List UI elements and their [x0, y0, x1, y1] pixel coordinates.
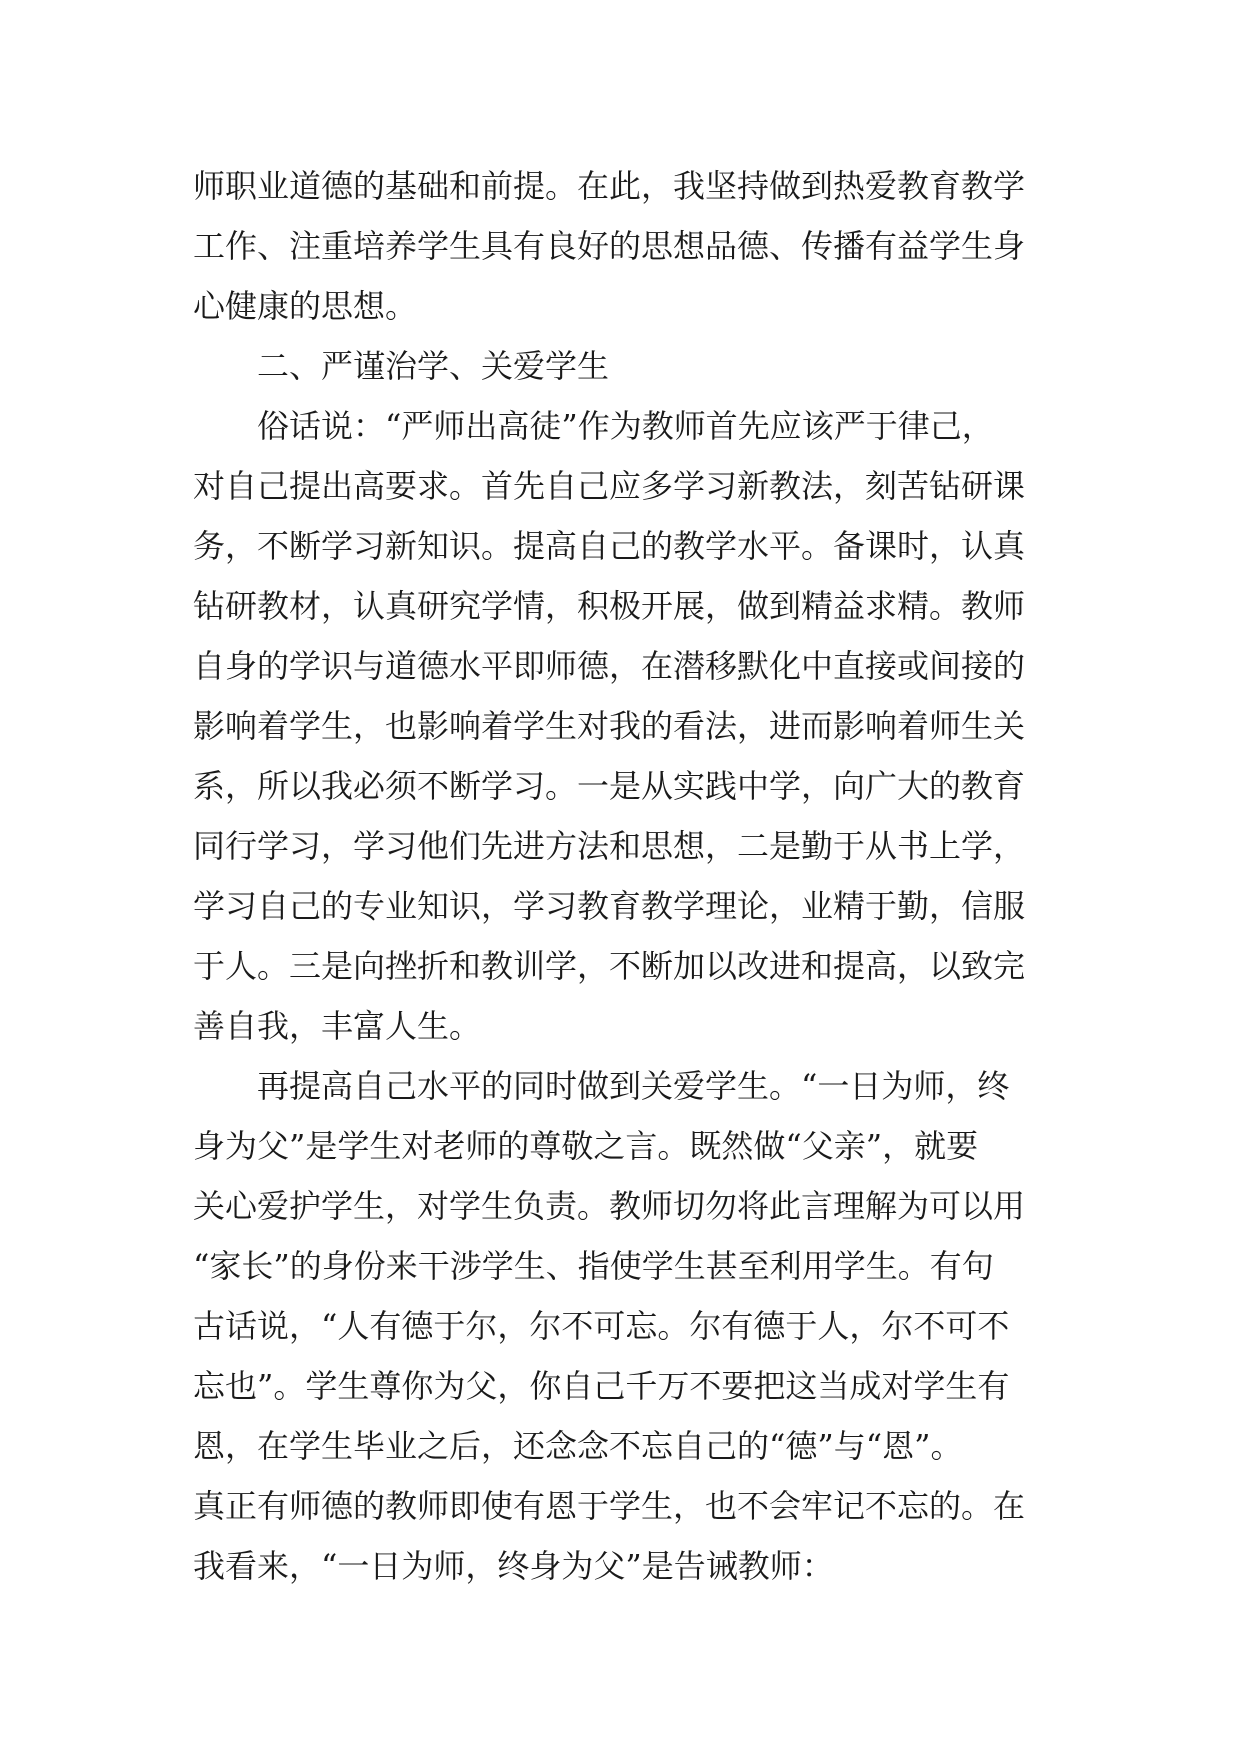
text-line: 忘也”。学生尊你为父，你自己千万不要把这当成对学生有: [193, 1367, 1010, 1405]
text-line: 再提高自己水平的同时做到关爱学生。“一日为师，终: [257, 1067, 1010, 1105]
text-line: 工作、注重培养学生具有良好的思想品德、传播有益学生身: [193, 227, 1026, 265]
text-line: 同行学习，学习他们先进方法和思想，二是勤于从书上学，: [193, 827, 1026, 865]
text-line: 影响着学生，也影响着学生对我的看法，进而影响着师生关: [193, 707, 1026, 745]
document-body: [193, 156, 1053, 1596]
text-line: 古话说，“人有德于尔，尔不可忘。尔有德于人，尔不可不: [193, 1307, 1010, 1345]
text-line: 钻研教材，认真研究学情，积极开展，做到精益求精。教师: [193, 587, 1026, 625]
text-line: 我看来，“一日为师，终身为父”是告诫教师：: [193, 1547, 834, 1585]
text-line: 善自我，丰富人生。: [193, 1007, 482, 1045]
text-line: 于人。三是向挫折和教训学，不断加以改进和提高，以致完: [193, 947, 1026, 985]
text-line: 对自己提出高要求。首先自己应多学习新教法，刻苦钻研课: [193, 467, 1026, 505]
text-line: 系，所以我必须不断学习。一是从实践中学，向广大的教育: [193, 767, 1026, 805]
text-line: 俗话说：“严师出高徒”作为教师首先应该严于律己，: [257, 407, 994, 445]
text-line: 关心爱护学生，对学生负责。教师切勿将此言理解为可以用: [193, 1187, 1026, 1225]
text-line: 真正有师德的教师即使有恩于学生，也不会牢记不忘的。在: [193, 1487, 1026, 1525]
text-line: 自身的学识与道德水平即师德，在潜移默化中直接或间接的: [193, 647, 1026, 685]
text-line: 学习自己的专业知识，学习教育教学理论，业精于勤，信服: [193, 887, 1026, 925]
text-line: “家长”的身份来干涉学生、指使学生甚至利用学生。有句: [193, 1247, 994, 1285]
text-line: 务，不断学习新知识。提高自己的教学水平。备课时，认真: [193, 527, 1026, 565]
text-line: 心健康的思想。: [193, 287, 418, 325]
text-line: 师职业道德的基础和前提。在此，我坚持做到热爱教育教学: [193, 167, 1026, 205]
text-line: 恩，在学生毕业之后，还念念不忘自己的“德”与“恩”。: [193, 1427, 963, 1465]
text-line: 二、严谨治学、关爱学生: [257, 347, 610, 385]
text-line: 身为父”是学生对老师的尊敬之言。既然做“父亲”，就要: [193, 1127, 979, 1165]
